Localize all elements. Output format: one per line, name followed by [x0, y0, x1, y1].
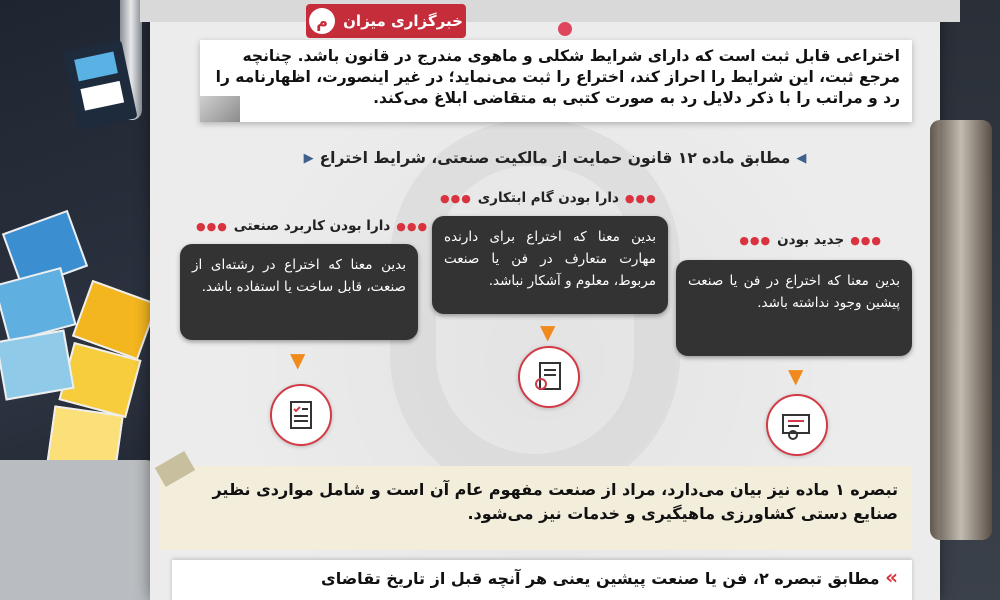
condition-card-novelty: بدین معنا که اختراع در فن یا صنعت پیشین وجود نداشته باشد.	[676, 260, 912, 356]
section-heading	[290, 146, 820, 170]
laptop-keyboard-decoration	[0, 460, 160, 600]
brand-logo-icon: م	[309, 8, 335, 34]
pushpin-icon	[558, 22, 572, 36]
paper-top-edge	[140, 0, 960, 22]
note-tabsareh-1: تبصره ۱ ماده نیز بیان می‌دارد، مراد از صنعت مفهوم عام آن است و شامل مواردی نظیر صنایع دستی کشاورزی ماهیگیری و خدمات نیز می‌شود.	[160, 466, 912, 550]
note-tabsareh-2	[172, 560, 912, 600]
arrow-down-icon: ▼	[788, 364, 804, 388]
page-curl-decoration	[200, 96, 240, 122]
condition-label-industrial-application: ●●● دارا بودن کاربرد صنعتی ●●●	[196, 218, 429, 234]
dots-icon: ●●●	[440, 191, 472, 205]
certificate-icon	[766, 394, 828, 456]
note-tabsareh-2-text: مطابق تبصره ۲، فن یا صنعت پیشین یعنی هر آنچه قبل از تاریخ تقاضای	[321, 569, 880, 588]
condition-label-novelty: ●●● جدید بودن ●●●	[739, 232, 882, 248]
triangle-left-icon: ▶	[303, 150, 314, 166]
intro-paragraph: اختراعی قابل ثبت است که دارای شرایط شکلی و ماهوی مندرج در قانون باشد. چنانچه مرجع ثبت، این شرایط را احراز کند، اختراع را ثبت می‌نماید؛ در غیر اینصورت، اظهارنامه را رد و مراتب را با ذکر دلایل رد به صورت کتبی به متقاضی ابلاغ می‌کند.	[200, 40, 912, 122]
brand-name: خبرگزاری میزان	[343, 12, 463, 30]
condition-card-industrial-application: بدین معنا که اختراع در رشته‌ای از صنعت، قابل ساخت یا استفاده باشد.	[180, 244, 418, 340]
triangle-right-icon: ◀	[796, 150, 807, 166]
arrow-down-icon: ▼	[290, 348, 306, 372]
brand-logo	[306, 4, 466, 38]
dots-icon: ●●●	[850, 233, 882, 247]
quote-mark-icon: »	[885, 565, 898, 589]
dots-icon: ●●●	[624, 191, 657, 205]
dots-icon: ●●●	[396, 219, 429, 233]
document-stamp-icon	[518, 346, 580, 408]
arrow-down-icon: ▼	[540, 320, 556, 344]
condition-label-inventive-step: ●●● دارا بودن گام ابتکاری ●●●	[440, 190, 657, 206]
checklist-icon	[270, 384, 332, 446]
section-heading-text: مطابق ماده ۱۲ قانون حمایت از مالکیت صنعتی، شرایط اختراع	[319, 149, 791, 167]
binder-clip-decoration	[930, 120, 992, 540]
dots-icon: ●●●	[196, 219, 228, 233]
condition-card-inventive-step: بدین معنا که اختراع برای دارنده مهارت متعارف در فن یا صنعت مربوط، معلوم و آشکار نباشد.	[432, 216, 668, 314]
dots-icon: ●●●	[739, 233, 772, 247]
